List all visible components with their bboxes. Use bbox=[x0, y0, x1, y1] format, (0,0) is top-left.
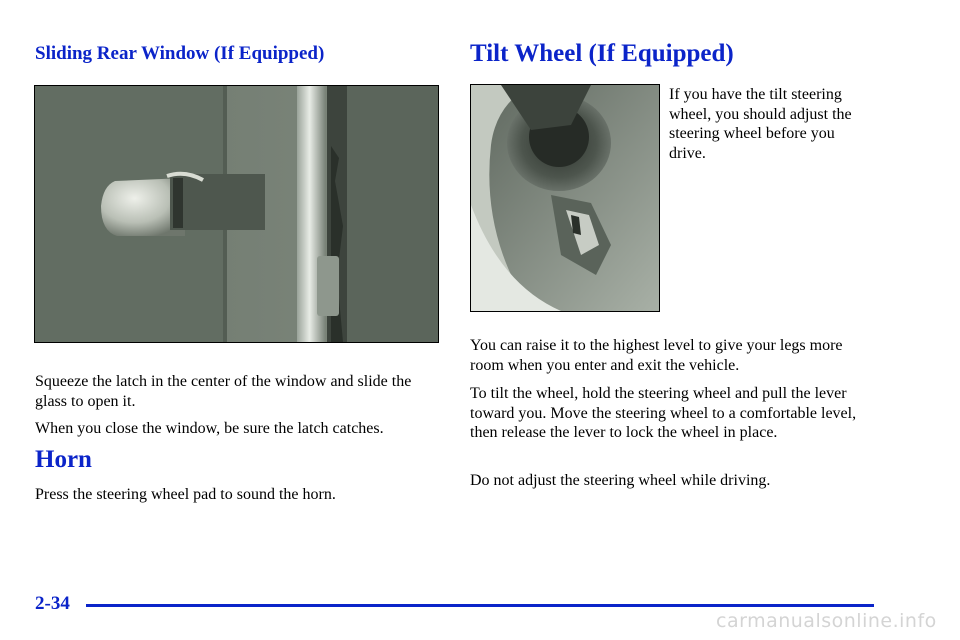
watermark-text: carmanualsonline.info bbox=[716, 610, 937, 632]
tilt-wheel-side-text: If you have the tilt steering wheel, you should adjust the steering wheel before you drive. bbox=[669, 86, 852, 162]
sliding-window-photo bbox=[34, 85, 439, 343]
tilt-wheel-raise-note: You can raise it to the highest level to give your legs more room when you enter and exit the vehicle. bbox=[470, 337, 843, 374]
page-number: 2-34 bbox=[35, 593, 70, 614]
tilt-wheel-instruction: To tilt the wheel, hold the steering wheel and pull the lever toward you. Move the steering wheel to a comfortable level, then release the lever to lock the wheel in place. bbox=[470, 385, 857, 441]
tilt-wheel-heading: Tilt Wheel (If Equipped) bbox=[470, 40, 734, 67]
tilt-wheel-photo bbox=[470, 84, 660, 312]
tilt-wheel-warning: Do not adjust the steering wheel while driving. bbox=[470, 472, 771, 489]
horn-instruction: Press the steering wheel pad to sound the horn. bbox=[35, 486, 336, 503]
sliding-window-latch-photo-icon bbox=[35, 86, 438, 342]
tilt-wheel-lever-photo-icon bbox=[471, 85, 659, 311]
sliding-window-instruction: Squeeze the latch in the center of the window and slide the glass to open it. bbox=[35, 373, 412, 410]
sliding-window-heading: Sliding Rear Window (If Equipped) bbox=[35, 43, 325, 64]
footer-rule bbox=[86, 604, 874, 607]
horn-heading: Horn bbox=[35, 446, 92, 473]
sliding-window-close-note: When you close the window, be sure the latch catches. bbox=[35, 420, 384, 437]
